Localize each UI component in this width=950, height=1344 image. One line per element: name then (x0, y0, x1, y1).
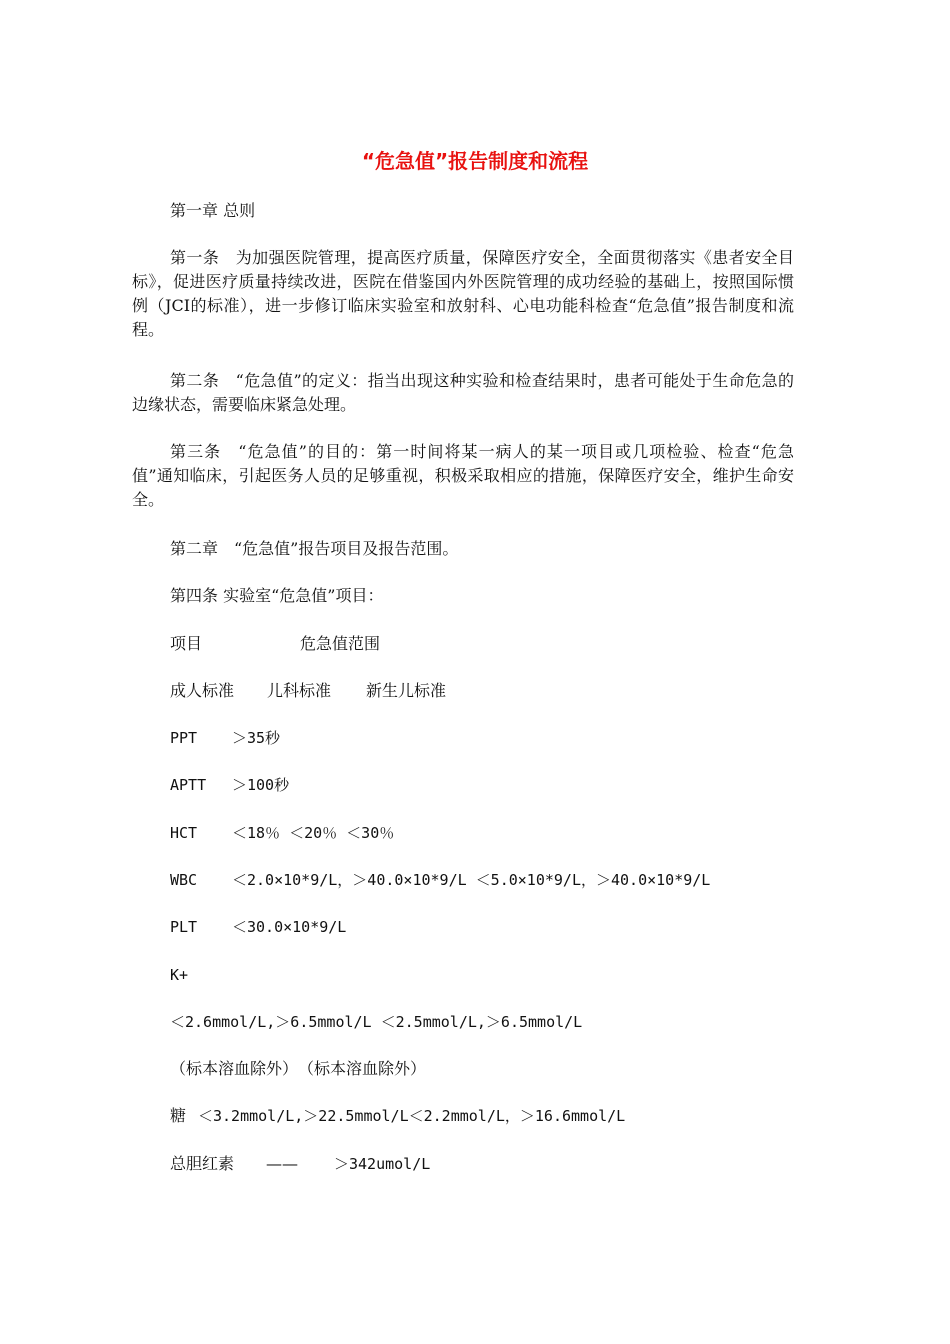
chapter-1-heading: 第一章 总则 (170, 201, 256, 220)
std-child: 儿科标准 (267, 681, 332, 700)
row-value: ＜2.0×10*9/L，＞40.0×10*9/L ＜5.0×10*9/L，＞40.0×10*9/L (232, 871, 711, 889)
row-value: ＜30.0×10*9/L (232, 918, 347, 936)
row-note: （标本溶血除外） （标本溶血除外） (170, 1059, 427, 1078)
table-row (170, 1152, 570, 1176)
article-1: 第一条 为加强医院管理，提高医疗质量，保障医疗安全，全面贯彻落实《患者安全目标》，促进医疗质量持续改进，医院在借鉴国内外医院管理的成功经验的基础上，按照国际惯例（JCI的标准），进一步修订临床实验室和放射科、心电功能科检查“危急值”报告制度和流程。 (132, 248, 794, 339)
table-row (170, 915, 790, 939)
table-header-row (170, 632, 570, 656)
row-name: PPT (170, 729, 198, 747)
article-2: 第二条 “危急值”的定义：指当出现这种实验和检查结果时，患者可能处于生命危急的边缘状态，需要临床紧急处理。 (132, 371, 794, 414)
standards-row (170, 679, 570, 703)
row-name: 糖 (170, 1106, 187, 1125)
row-value: ＞342umol/L (334, 1155, 431, 1173)
article-3: 第三条 “危急值”的目的：第一时间将某一病人的某一项目或几项检验、检查“危急值”通知临床，引起医务人员的足够重视，积极采取相应的措施，保障医疗安全，维护生命安全。 (132, 442, 794, 509)
table-row (170, 726, 790, 750)
row-value: ＞100秒 (232, 776, 290, 794)
row-name: PLT (170, 918, 198, 936)
article-4: 第四条 实验室“危急值”项目： (170, 586, 384, 605)
document-title: “危急值”报告制度和流程 (361, 149, 589, 173)
row-name: 总胆红素 (170, 1154, 235, 1173)
table-row (170, 821, 790, 845)
row-value: ＜2.6mmol/L,＞6.5mmol/L ＜2.5mmol/L,＞6.5mmol/L (170, 1013, 583, 1031)
row-name: HCT (170, 824, 198, 842)
std-newborn: 新生儿标准 (366, 681, 447, 700)
row-value: ＜3.2mmol/L,＞22.5mmol/L＜2.2mmol/L，＞16.6mmol/L (198, 1107, 626, 1125)
chapter-2-heading: 第二章 “危急值”报告项目及报告范围。 (170, 539, 459, 558)
col-item-label: 项目 (170, 634, 203, 653)
table-row (170, 773, 790, 797)
std-adult: 成人标准 (170, 681, 235, 700)
table-row (170, 1104, 790, 1128)
row-value: ＜18％ ＜20％ ＜30％ (232, 824, 395, 842)
row-name: WBC (170, 871, 198, 889)
row-name: K+ (170, 966, 189, 984)
row-name: APTT (170, 776, 207, 794)
row-value: —— (266, 1154, 298, 1173)
table-row (170, 868, 790, 892)
col-range-label: 危急值范围 (300, 634, 381, 653)
row-value: ＞35秒 (232, 729, 281, 747)
